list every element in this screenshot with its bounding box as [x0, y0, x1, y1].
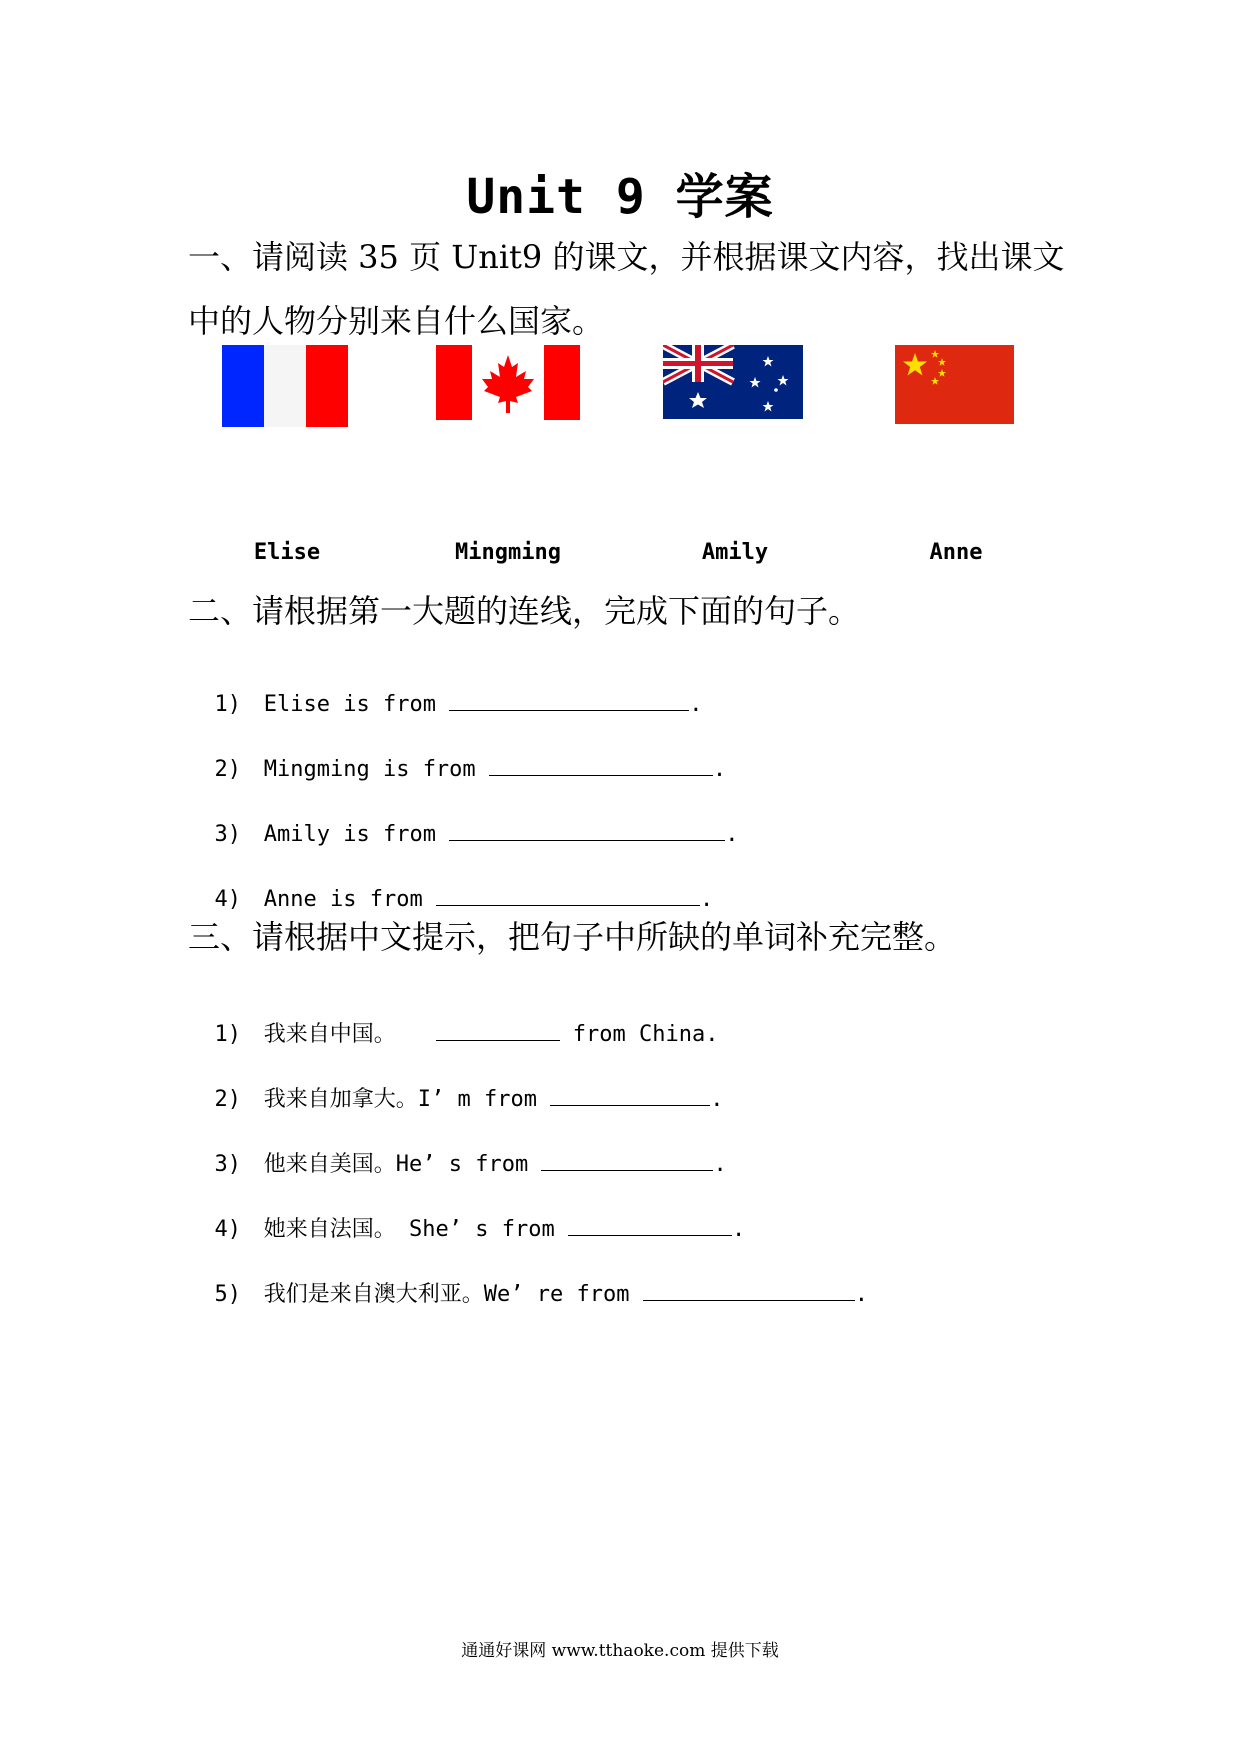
sentence-suffix: .	[731, 1217, 746, 1242]
sentence-prefix: Amily is from	[263, 822, 436, 847]
sentence-suffix: .	[725, 822, 739, 847]
name-label-anne: Anne	[929, 540, 983, 565]
sentence-prefix: Elise is from	[263, 692, 436, 717]
name-label-elise: Elise	[253, 540, 321, 565]
item-number: 3)	[214, 822, 241, 847]
answer-blank[interactable]	[436, 887, 700, 906]
item-number: 1)	[214, 1022, 241, 1047]
australia-flag-icon	[663, 345, 803, 419]
sentence-prefix: 她来自法国。 She’ s from	[263, 1217, 555, 1242]
section1-heading: 一、请阅读 35 页 Unit9 的课文，并根据课文内容，找出课文中的人物分别来自什么国家。	[188, 238, 1065, 340]
answer-blank[interactable]	[436, 1022, 560, 1041]
sentence-item	[188, 1252, 868, 1308]
sentence-item	[188, 1187, 745, 1243]
sentence-prefix: Anne is from	[263, 887, 423, 912]
china-flag-icon	[895, 345, 1014, 424]
sentence-prefix: 我来自中国。	[263, 1022, 396, 1047]
item-number: 5)	[214, 1282, 241, 1307]
sentence-item	[188, 732, 726, 782]
sentence-suffix: .	[689, 692, 703, 717]
answer-blank[interactable]	[449, 822, 725, 841]
item-number: 2)	[214, 757, 241, 782]
sentence-item	[188, 1122, 727, 1178]
section3-heading: 三、请根据中文提示，把句子中所缺的单词补充完整。	[188, 918, 957, 956]
france-flag-icon	[222, 345, 348, 427]
sentence-prefix: 他来自美国。He’ s from	[263, 1152, 529, 1177]
sentence-prefix: 我来自加拿大。I’ m from	[263, 1087, 537, 1112]
sentence-suffix: .	[713, 1152, 727, 1177]
name-label-mingming: Mingming	[455, 540, 561, 565]
answer-blank[interactable]	[550, 1087, 710, 1106]
sentence-item	[188, 1057, 723, 1113]
canada-flag-icon	[436, 345, 580, 420]
item-number: 3)	[214, 1152, 241, 1177]
item-number: 1)	[214, 692, 241, 717]
page-title: Unit 9 学案	[466, 169, 774, 225]
sentence-item	[188, 667, 702, 717]
sentence-suffix: .	[854, 1282, 868, 1307]
sentence-item	[188, 797, 738, 847]
answer-blank[interactable]	[489, 757, 713, 776]
footer-credit: 通通好课网 www.tthaoke.com 提供下载	[461, 1641, 779, 1661]
item-number: 2)	[214, 1087, 241, 1112]
section2-heading: 二、请根据第一大题的连线，完成下面的句子。	[188, 592, 861, 630]
sentence-suffix: .	[699, 887, 714, 912]
answer-blank[interactable]	[449, 692, 689, 711]
sentence-prefix: Mingming is from	[263, 757, 476, 782]
sentence-suffix: from China.	[572, 1022, 719, 1047]
sentence-suffix: .	[710, 1087, 724, 1112]
item-number: 4)	[214, 1217, 241, 1242]
sentence-suffix: .	[712, 757, 727, 782]
sentence-prefix: 我们是来自澳大利亚。We’ re from	[263, 1282, 630, 1307]
sentence-item	[188, 992, 718, 1048]
name-label-amily: Amily	[701, 540, 769, 565]
answer-blank[interactable]	[568, 1217, 732, 1236]
answer-blank[interactable]	[643, 1282, 855, 1301]
item-number: 4)	[214, 887, 241, 912]
answer-blank[interactable]	[541, 1152, 713, 1171]
